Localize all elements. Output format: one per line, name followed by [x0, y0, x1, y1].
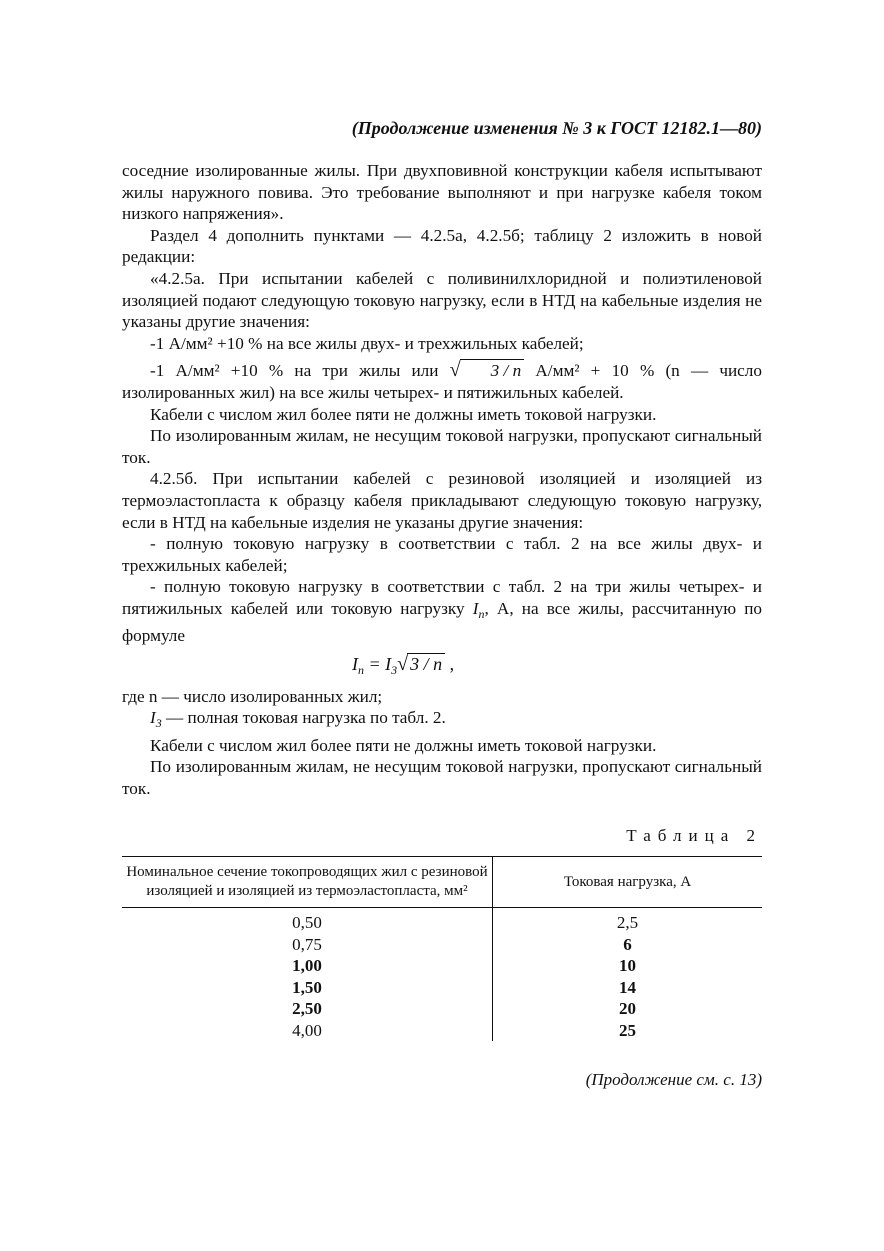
table-header-section: Номинальное сечение токопроводящих жил с резиновой изоляцией и изоляцией из термоэластопласта, мм²: [122, 857, 493, 908]
page-footer: (Продолжение см. с. 13): [585, 1070, 762, 1089]
table-cell-load: 14: [619, 977, 636, 997]
paragraph-6: Кабели с числом жил более пяти не должны иметь токовой нагрузки.: [150, 404, 657, 424]
formula-sqrt-expression: 3 / n: [407, 653, 445, 676]
page-header: (Продолжение изменения № 3 к ГОСТ 12182.1—80): [351, 118, 762, 138]
paragraph-10-end: , А, на все жилы, рассчитанную по формуле: [122, 598, 762, 646]
paragraph-14: По изолированным жилам, не несущим токовой нагрузки, пропускают сигнальный ток.: [122, 757, 762, 799]
paragraph-9: - полную токовую нагрузку в соответствии с табл. 2 на все жилы двух- и трехжильных кабелей;: [122, 534, 762, 575]
table-row: [122, 1020, 762, 1042]
formula-lhs-sub: n: [358, 663, 364, 678]
paragraph-10: - полную токовую нагрузку в соответствии с табл. 2 на три жилы четырех- и пятижильных кабелей или токовую нагрузку $I_n$, А, на все жилы, рассчитанную по формуле: [122, 577, 762, 646]
paragraph-12: [122, 707, 762, 735]
paragraph-3: «4.2.5а. При испытании кабелей с поливинилхлоридной и полиэтиленовой изоляцией подают следующую токовую нагрузку, если в НТД на кабельные изделия не указаны другие значения:: [122, 268, 762, 332]
paragraph-12-var: I: [150, 708, 156, 728]
table-cell-load: 6: [623, 934, 632, 954]
formula-rhs-sub: 3: [391, 663, 398, 678]
paragraph-1: соседние изолированные жилы. При двухповивной конструкции кабеля испытывают жилы наружного повива. Это требование выполняют и при нагрузке кабеля током низкого напряжения».: [122, 161, 762, 224]
table-cell-section: 4,00: [122, 1020, 493, 1042]
paragraph-5: [122, 359, 762, 403]
formula-eq: = I: [364, 654, 392, 675]
paragraph-8: 4.2.5б. При испытании кабелей с резиновой изоляцией и изоляцией из термоэластопласта к образцу кабеля прикладывают следующую токовую нагрузку, если в НТД на кабельные изделия не указаны другие значения:: [122, 469, 762, 532]
formula-lhs: I: [352, 654, 358, 675]
table-row: [122, 908, 762, 934]
paragraph-7: По изолированным жилам, не несущим токовой нагрузки, пропускают сигнальный ток.: [122, 426, 762, 467]
table-caption: Таблица 2: [626, 826, 762, 845]
table-cell-section: 1,00: [122, 955, 493, 977]
table-row: [122, 977, 762, 999]
table-header-row: [122, 857, 762, 908]
paragraph-10-sub: n: [478, 606, 485, 621]
formula: [122, 653, 762, 682]
paragraph-2: Раздел 4 дополнить пунктами — 4.2.5а, 4.2.5б; таблицу 2 изложить в новой редакции:: [122, 225, 762, 267]
paragraph-10-start: - полную токовую нагрузку в соответствии с табл. 2 на три жилы четырех- и пятижильных кабелей или токовую нагрузку: [122, 577, 762, 618]
paragraph-5-start: -1 А/мм² +10 % на три жилы или: [150, 361, 450, 381]
paragraph-12-text: — полная токовая нагрузка по табл. 2.: [161, 708, 446, 728]
paragraph-13: Кабели с числом жил более пяти не должны иметь токовой нагрузки.: [150, 735, 657, 755]
table-cell-section: 2,50: [122, 998, 493, 1020]
paragraph-5-end: А/мм² + 10 % (n — число изолированных жил) на все жилы четырех- и пятижильных кабелей.: [122, 361, 762, 402]
table-cell-load: 25: [619, 1020, 636, 1040]
table-cell-load: 2,5: [616, 913, 639, 932]
table-header-load: Токовая нагрузка, А: [493, 857, 763, 908]
table-row: [122, 955, 762, 977]
paragraph-12-sub: 3: [155, 716, 162, 731]
paragraph-4: -1 А/мм² +10 % на все жилы двух- и трехжильных кабелей;: [150, 333, 584, 353]
table-row: [122, 934, 762, 956]
sqrt-expression: 3 / n: [460, 359, 525, 382]
table-cell-load: 20: [619, 999, 636, 1018]
table-cell-load: 10: [619, 956, 636, 975]
paragraph-11: где n — число изолированных жил;: [122, 686, 383, 706]
table-cell-section: 0,50: [122, 908, 493, 934]
sqrt-symbol: √: [449, 359, 461, 382]
body-text: [122, 160, 762, 800]
data-table: [122, 856, 762, 1041]
formula-tail: ,: [445, 654, 455, 675]
table-cell-section: 1,50: [122, 977, 493, 999]
table-cell-section: 0,75: [122, 934, 493, 956]
formula-sqrt-symbol: √: [397, 653, 409, 676]
table-row: [122, 998, 762, 1020]
